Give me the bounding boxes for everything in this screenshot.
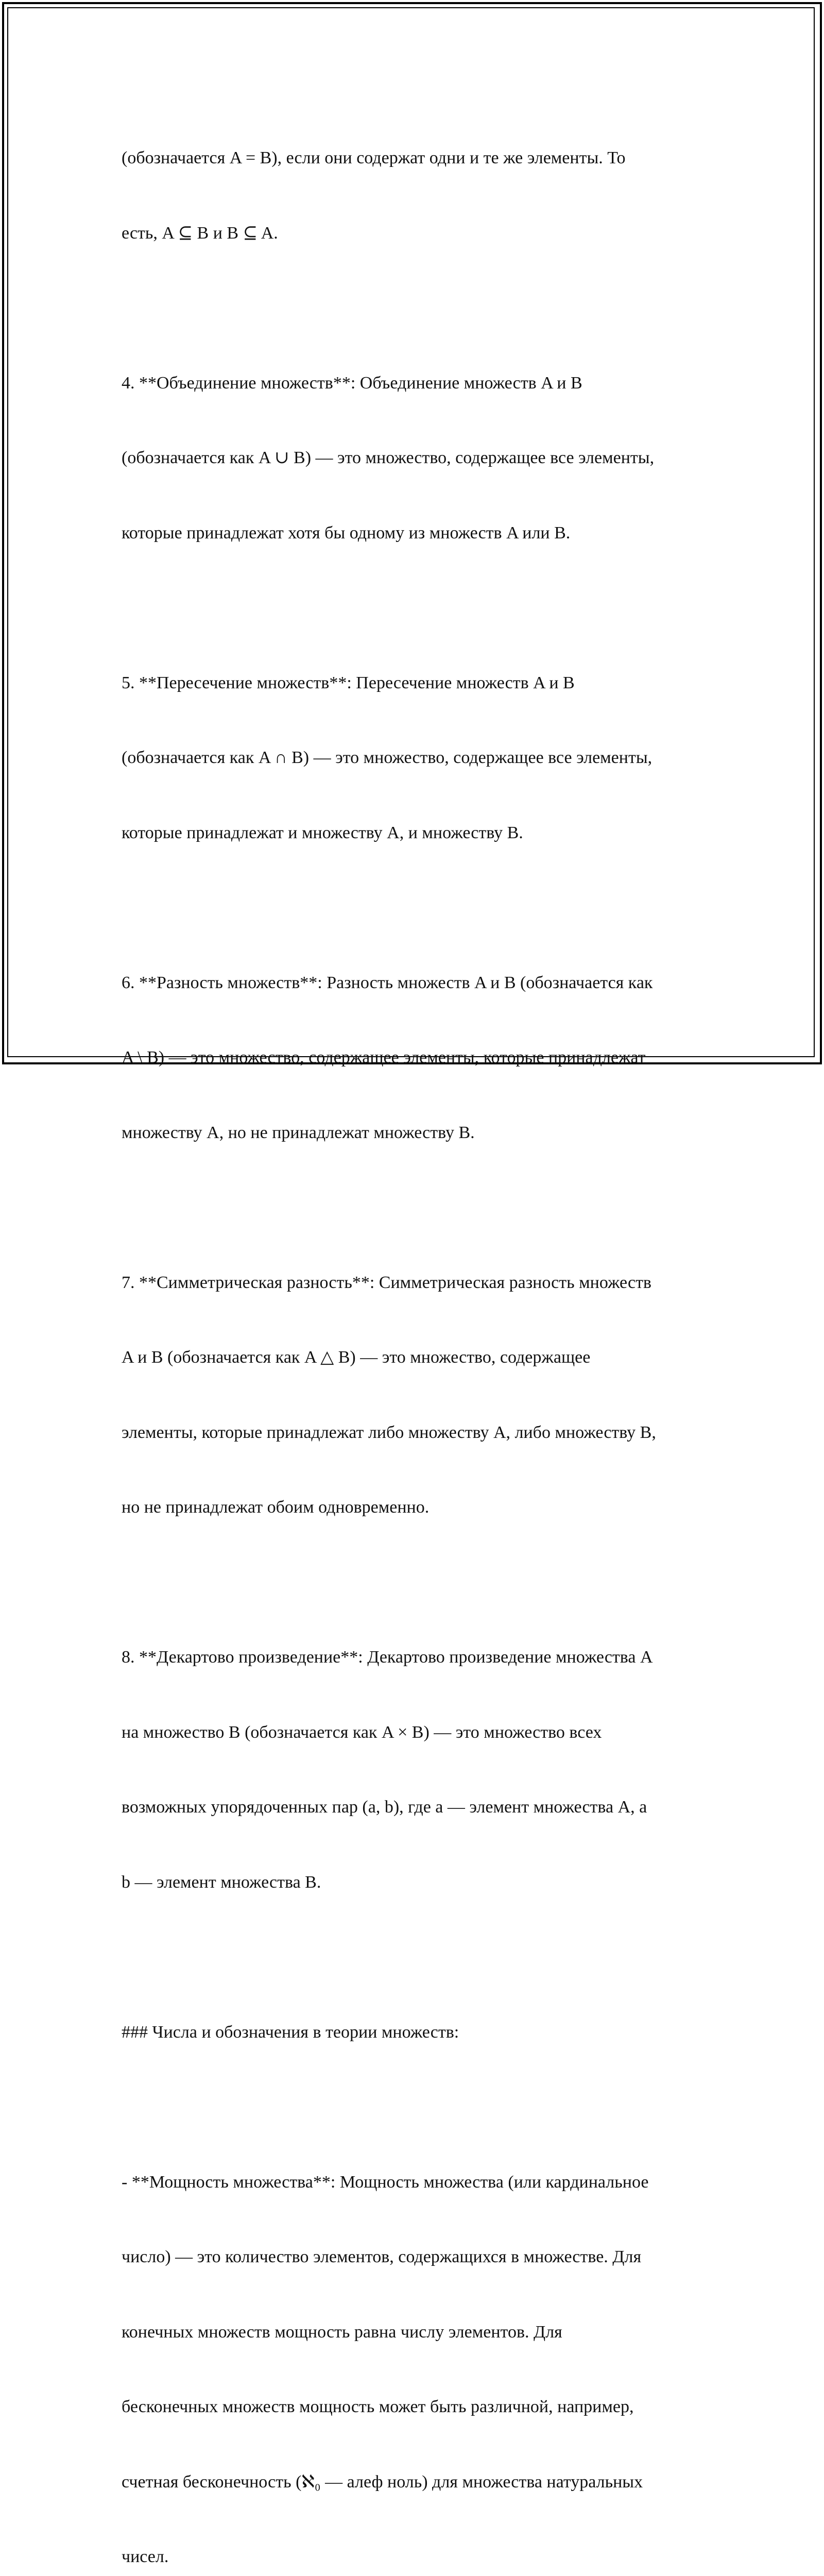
- paragraph-equality: [122, 96, 709, 296]
- paragraph-cartesian-product: [122, 1595, 709, 1945]
- document-body: [122, 96, 709, 2576]
- text-line: (обозначается как A ∩ B) — это множество, содержащее все элементы,: [122, 745, 709, 771]
- text-line: которые принадлежат и множеству A, и множеству B.: [122, 821, 709, 846]
- paragraph-cardinality: [122, 2120, 709, 2576]
- text-line: которые принадлежат хотя бы одному из множеств A или B.: [122, 521, 709, 546]
- text-line: 6. **Разность множеств**: Разность множеств A и B (обозначается как: [122, 971, 709, 996]
- text-line: (обозначается A = B), если они содержат одни и те же элементы. То: [122, 146, 709, 171]
- text-line: счетная бесконечность (ℵ₀ — алеф ноль) для множества натуральных: [122, 2470, 709, 2495]
- text-line: b — элемент множества B.: [122, 1870, 709, 1895]
- text-line: есть, A ⊆ B и B ⊆ A.: [122, 221, 709, 246]
- section-heading-numbers: [122, 1970, 709, 2095]
- text-line: число) — это количество элементов, содержащихся в множестве. Для: [122, 2245, 709, 2270]
- text-line: конечных множеств мощность равна числу элементов. Для: [122, 2320, 709, 2345]
- text-line: на множество B (обозначается как A × B) — это множество всех: [122, 1720, 709, 1745]
- paragraph-intersection: [122, 621, 709, 896]
- text-line: элементы, которые принадлежат либо множеству A, либо множеству B,: [122, 1420, 709, 1446]
- paragraph-union: [122, 321, 709, 596]
- text-line: 4. **Объединение множеств**: Объединение множеств A и B: [122, 371, 709, 396]
- text-line: 7. **Симметрическая разность**: Симметрическая разность множеств: [122, 1270, 709, 1296]
- text-line: 5. **Пересечение множеств**: Пересечение множеств A и B: [122, 671, 709, 696]
- text-line: множеству A, но не принадлежат множеству B.: [122, 1121, 709, 1146]
- text-line: бесконечных множеств мощность может быть различной, например,: [122, 2395, 709, 2420]
- text-line: но не принадлежат обоим одновременно.: [122, 1495, 709, 1520]
- text-line: A \ B) — это множество, содержащее элементы, которые принадлежат: [122, 1045, 709, 1071]
- text-line: - **Мощность множества**: Мощность множества (или кардинальное: [122, 2170, 709, 2195]
- heading-line: ### Числа и обозначения в теории множеств:: [122, 2020, 709, 2045]
- text-line: (обозначается как A ∪ B) — это множество, содержащее все элементы,: [122, 446, 709, 471]
- text-line: возможных упорядоченных пар (a, b), где a — элемент множества A, а: [122, 1795, 709, 1820]
- text-line: чисел.: [122, 2545, 709, 2570]
- paragraph-difference: [122, 921, 709, 1196]
- text-line: A и B (обозначается как A △ B) — это множество, содержащее: [122, 1345, 709, 1370]
- paragraph-symmetric-difference: [122, 1221, 709, 1570]
- text-line: 8. **Декартово произведение**: Декартово произведение множества A: [122, 1645, 709, 1670]
